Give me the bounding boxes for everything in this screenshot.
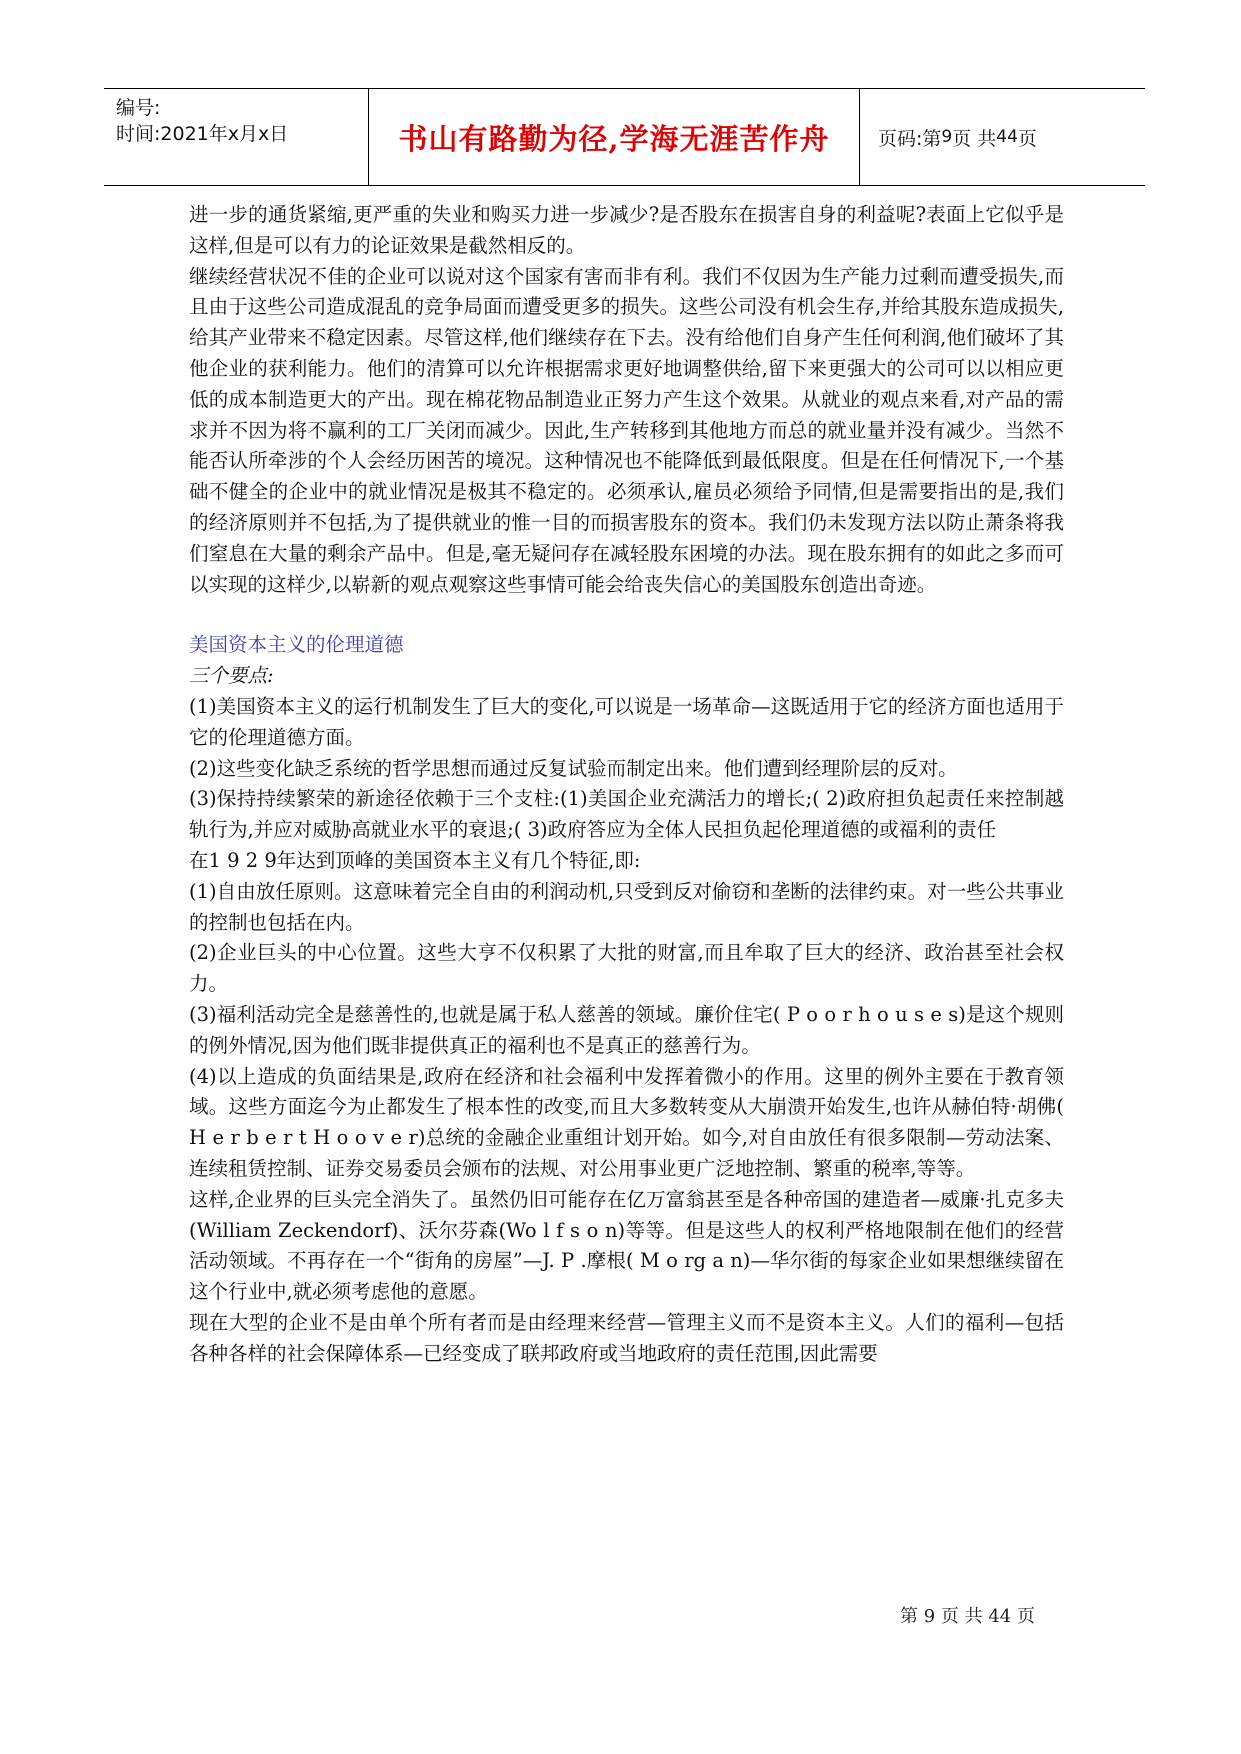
paragraph: (1)自由放任原则。这意味着完全自由的利润动机,只受到反对偷窃和垄断的法律约束。对一些公共事业的控制也包括在内。	[189, 879, 1064, 934]
page-number: 9	[941, 127, 953, 147]
document-body	[189, 200, 1064, 1369]
paragraph: (4)以上造成的负面结果是,政府在经济和社会福利中发挥着微小的作用。这里的例外主要在于教育领域。这些方面迄今为止都发生了根本性的改变,而且大多数转变从大崩溃开始发生,也许从赫伯特·胡佛( H e r b e r t H o o v e r)总统的金融企业重组计划开始。如今,对自由放任有很多限制—劳动法案、连续租赁控制、证券交易委员会颁布的法规、对公用事业更广泛地控制、繁重的税率,等等。	[189, 1064, 1064, 1180]
subheading: 三个要点:	[189, 664, 274, 688]
page-total: 44	[996, 127, 1018, 147]
page-mid-label: 页 共	[952, 127, 997, 150]
paragraph: 进一步的通货紧缩,更严重的失业和购买力进一步减少?是否股东在损害自身的利益呢?表面上它似乎是这样,但是可以有力的论证效果是截然相反的。	[189, 203, 1064, 257]
paragraph: 在1 9 2 9年达到顶峰的美国资本主义有几个特征,即:	[189, 848, 641, 872]
document-number-label: 编号:	[116, 97, 161, 119]
page-header	[104, 88, 1145, 186]
paragraph: 继续经营状况不佳的企业可以说对这个国家有害而非有利。我们不仅因为生产能力过剩而遭受损失,而且由于这些公司造成混乱的竞争局面而遭受更多的损失。这些公司没有机会生存,并给其股东造成损失,给其产业带来不稳定因素。尽管这样,他们继续存在下去。没有给他们自身产生任何利润,他们破坏了其他企业的获利能力。他们的清算可以允许根据需求更好地调整供给,留下来更强大的公司可以以相应更低的成本制造更大的产出。现在棉花物品制造业正努力产生这个效果。从就业的观点来看,对产品的需求并不因为将不赢利的工厂关闭而减少。因此,生产转移到其他地方而总的就业量并没有减少。当然不能否认所牵涉的个人会经历困苦的境况。这种情况也不能降低到最低限度。但是在任何情况下,一个基础不健全的企业中的就业情况是极其不稳定的。必须承认,雇员必须给予同情,但是需要指出的是,我们的经济原则并不包括,为了提供就业的惟一目的而损害股东的资本。我们仍未发现方法以防止萧条将我们窒息在大量的剩余产品中。但是,毫无疑问存在减轻股东困境的办法。现在股东拥有的如此之多而可以实现的这样少,以崭新的观点观察这些事情可能会给丧失信心的美国股东创造出奇迹。	[189, 264, 1064, 596]
page-label: 页码:第	[878, 127, 942, 150]
section-title: 美国资本主义的伦理道德	[189, 633, 404, 657]
paragraph: (1)美国资本主义的运行机制发生了巨大的变化,可以说是一场革命—这既适用于它的经济方面也适用于它的伦理道德方面。	[189, 694, 1064, 749]
header-motto-cell	[368, 89, 860, 185]
page-end-label: 页	[1017, 127, 1037, 150]
document-time: 时间:2021年x月x日	[116, 123, 289, 145]
paragraph: 现在大型的企业不是由单个所有者而是由经理来经营—管理主义而不是资本主义。人们的福利—包括各种各样的社会保障体系—已经变成了联邦政府或当地政府的责任范围,因此需要	[189, 1310, 1064, 1365]
page-footer: 第 9 页 共 44 页	[900, 1606, 1035, 1627]
paragraph: (3)福利活动完全是慈善性的,也就是属于私人慈善的领域。廉价住宅( P o o r h o u s e s)是这个规则的例外情况,因为他们既非提供真正的福利也不是真正的慈善行为。	[189, 1002, 1064, 1057]
paragraph: (2)企业巨头的中心位置。这些大亨不仅积累了大批的财富,而且牟取了巨大的经济、政治甚至社会权力。	[189, 941, 1064, 996]
header-motto: 书山有路勤为径,学海无涯苦作舟	[398, 121, 830, 156]
paragraph: (3)保持持续繁荣的新途径依赖于三个支柱:(1)美国企业充满活力的增长;( 2)政府担负起责任来控制越轨行为,并应对威胁高就业水平的衰退;( 3)政府答应为全体人民担负起伦理道德的或福利的责任	[189, 787, 1064, 842]
header-meta	[116, 89, 366, 191]
paragraph: 这样,企业界的巨头完全消失了。虽然仍旧可能存在亿万富翁甚至是各种帝国的建造者—威廉·扎克多夫(William Zeckendorf)、沃尔芬森(Wo l f s o n)等等。但是这些人的权利严格地限制在他们的经营活动领域。不再存在一个“街角的房屋”—J. P .摩根( M o rg a n)—华尔街的每家企业如果想继续留在这个行业中,就必须考虑他的意愿。	[189, 1187, 1064, 1304]
header-page-info	[864, 89, 1158, 185]
paragraph: (2)这些变化缺乏系统的哲学思想而通过反复试验而制定出来。他们遭到经理阶层的反对。	[189, 756, 958, 780]
